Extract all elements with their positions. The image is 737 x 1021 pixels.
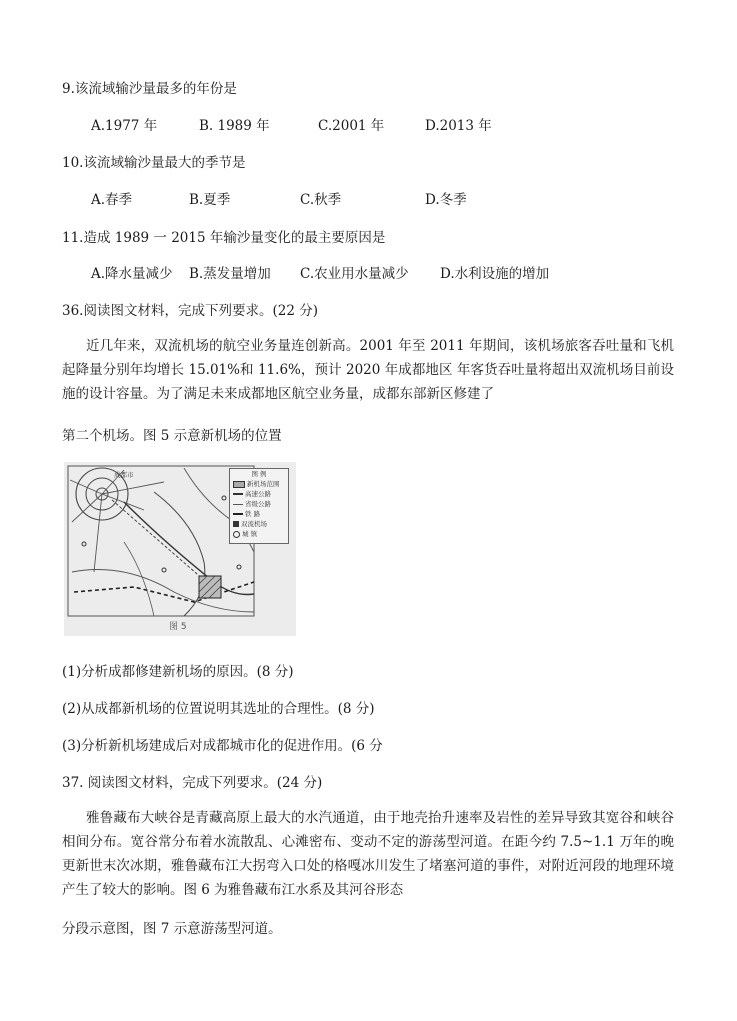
q9-option-d: D.2013 年 xyxy=(425,118,492,134)
legend-item-shuangliu-airport: 双流机场 xyxy=(230,519,288,529)
q11-option-a: A.降水量减少 xyxy=(91,266,173,282)
legend-item-provincial-road: 省级公路 xyxy=(230,499,288,509)
q11-option-d: D.水利设施的增加 xyxy=(440,266,550,282)
figure-5-map xyxy=(64,462,296,636)
map-legend xyxy=(229,468,289,544)
question-37-stem: 37. 阅读图文材料，完成下列要求。(24 分) xyxy=(62,775,323,791)
q10-option-a: A.春季 xyxy=(91,192,133,208)
q36-subquestion-1: (1)分析成都修建新机场的原因。(8 分) xyxy=(62,664,294,680)
question-10-stem: 10.该流域输沙量最大的季节是 xyxy=(62,155,246,171)
q37-material-paragraph: 雅鲁藏布大峡谷是青藏高原上最大的水汽通道，由于地壳抬升速率及岩性的差异导致其宽谷和峡谷相间分布。宽谷常分布着水流散乱、心滩密布、变动不定的游荡型河道。在距今约 7.5~1.1 万年的晚更新世末次冰期，雅鲁藏布江大拐弯入口处的格嘎冰川发生了堵塞河道的事件，对附近河段的地理环境产生了较大的影响。图 6 为雅鲁藏布江水系及其河谷形态 xyxy=(62,810,674,898)
q36-subquestion-2: (2)从成都新机场的位置说明其选址的合理性。(8 分) xyxy=(62,701,375,717)
question-36-stem: 36.阅读图文材料，完成下列要求。(22 分) xyxy=(62,303,318,319)
figure-5-caption: 图 5 xyxy=(169,622,187,632)
q10-option-c: C.秋季 xyxy=(300,192,342,208)
q9-option-c: C.2001 年 xyxy=(318,118,385,134)
question-9-stem: 9.该流域输沙量最多的年份是 xyxy=(62,81,237,97)
question-11-stem: 11.造成 1989 一 2015 年输沙量变化的最主要原因是 xyxy=(62,230,386,246)
legend-item-new-airport: 新机场范围 xyxy=(230,479,288,489)
legend-title: 图 例 xyxy=(251,470,267,478)
q36-subquestion-3: (3)分析新机场建成后对成都城市化的促进作用。(6 分 xyxy=(62,738,383,754)
q11-option-b: B.蒸发量增加 xyxy=(189,266,271,282)
map-city-label: 成都市 xyxy=(114,471,134,479)
legend-item-railway: 铁 路 xyxy=(230,509,288,519)
q11-option-c: C.农业用水量减少 xyxy=(300,266,409,282)
q36-material-continuation: 第二个机场。图 5 示意新机场的位置 xyxy=(62,428,282,444)
q9-option-a: A.1977 年 xyxy=(91,118,158,134)
legend-item-highway: 高速公路 xyxy=(230,489,288,499)
legend-item-town: 城 镇 xyxy=(230,529,288,539)
q36-material-paragraph: 近几年来，双流机场的航空业务量连创新高。2001 年至 2011 年期间，该机场旅客吞吐量和飞机起降量分别年均增长 15.01%和 11.6%，预计 2020 年成都地区 年客货吞吐量将超出双流机场目前设施的设计容量。为了满足未来成都地区航空业务量，成都东部新区修建了 xyxy=(62,338,674,402)
q10-option-b: B.夏季 xyxy=(189,192,231,208)
q10-option-d: D.冬季 xyxy=(425,192,467,208)
q9-option-b: B. 1989 年 xyxy=(199,118,270,134)
q37-material-continuation: 分段示意图，图 7 示意游荡型河道。 xyxy=(62,921,282,937)
